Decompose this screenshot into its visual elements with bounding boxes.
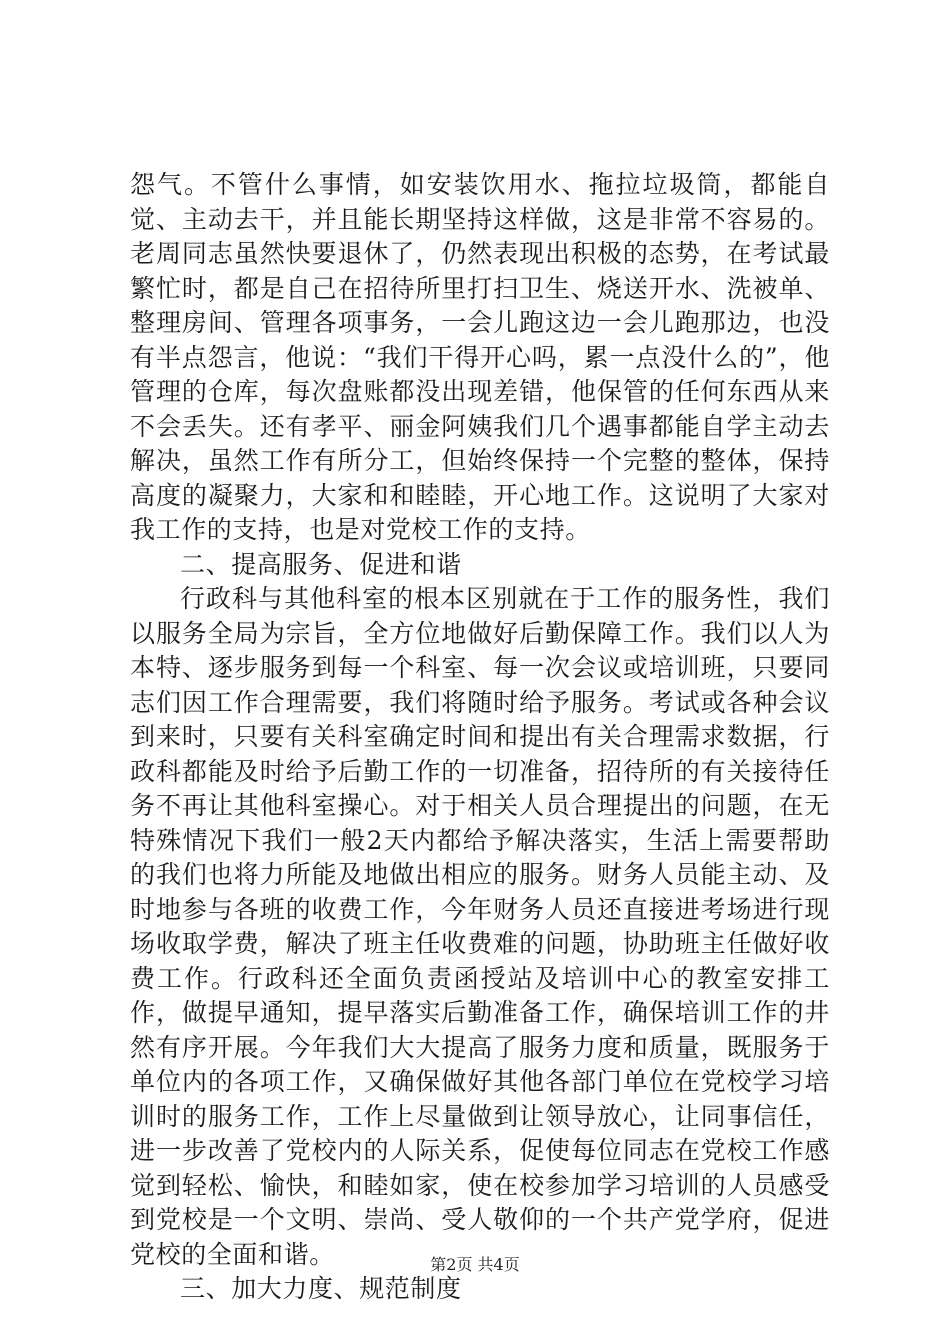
- section-heading-2: 二、提高服务、促进和谐: [180, 549, 462, 579]
- page-number-footer: 第2页 共4页: [430, 1255, 520, 1274]
- body-paragraph-service: 行政科与其他科室的根本区别就在于工作的服务性，我们以服务全局为宗旨，全方位地做好后勤保障工作。我们以人为本特、逐步服务到每一个科室、每一次会议或培训班，只要同志们因工作合理需要，我们将随时给予服务。考试或各种会议到来时，只要有关科室确定时间和提出有关合理需求数据，行政科都能及时给予后勤工作的一切准备，招待所的有关接待任务不再让其他科室操心。对于相关人员合理提出的问题，在无特殊情况下我们一般2天内都给予解决落实，生活上需要帮助的我们也将力所能及地做出相应的服务。财务人员能主动、及时地参与各班的收费工作，今年财务人员还直接进考场进行现场收取学费，解决了班主任收费难的问题，协助班主任做好收费工作。行政科还全面负责函授站及培训中心的教室安排工作，做提早通知，提早落实后勤准备工作，确保培训工作的井然有序开展。今年我们大大提高了服务力度和质量，既服务于单位内的各项工作，又确保做好其他各部门单位在党校学习培训时的服务工作，工作上尽量做到让领导放心，让同事信任，进一步改善了党校内的人际关系，促使每位同志在党校工作感觉到轻松、愉快，和睦如家，使在校参加学习培训的人员感受到党校是一个文明、崇尚、受人敬仰的一个共产党学府，促进党校的全面和谐。: [130, 584, 830, 1269]
- section-heading-3: 三、加大力度、规范制度: [180, 1274, 462, 1303]
- document-body: [130, 168, 830, 1307]
- body-paragraph-continuation: 怨气。不管什么事情，如安装饮用水、拖拉垃圾筒，都能自觉、主动去干，并且能长期坚持这样做，这是非常不容易的。老周同志虽然快要退休了，仍然表现出积极的态势，在考试最繁忙时，都是自己在招待所里打扫卫生、烧送开水、洗被单、整理房间、管理各项事务，一会儿跑这边一会儿跑那边，也没有半点怨言，他说：“我们干得开心吗，累一点没什么的”，他管理的仓库，每次盘账都没出现差错，他保管的任何东西从来不会丢失。还有孝平、丽金阿姨我们几个遇事都能自学主动去解决，虽然工作有所分工，但始终保持一个完整的整体，保持高度的凝聚力，大家和和睦睦，开心地工作。这说明了大家对我工作的支持，也是对党校工作的支持。: [130, 170, 830, 544]
